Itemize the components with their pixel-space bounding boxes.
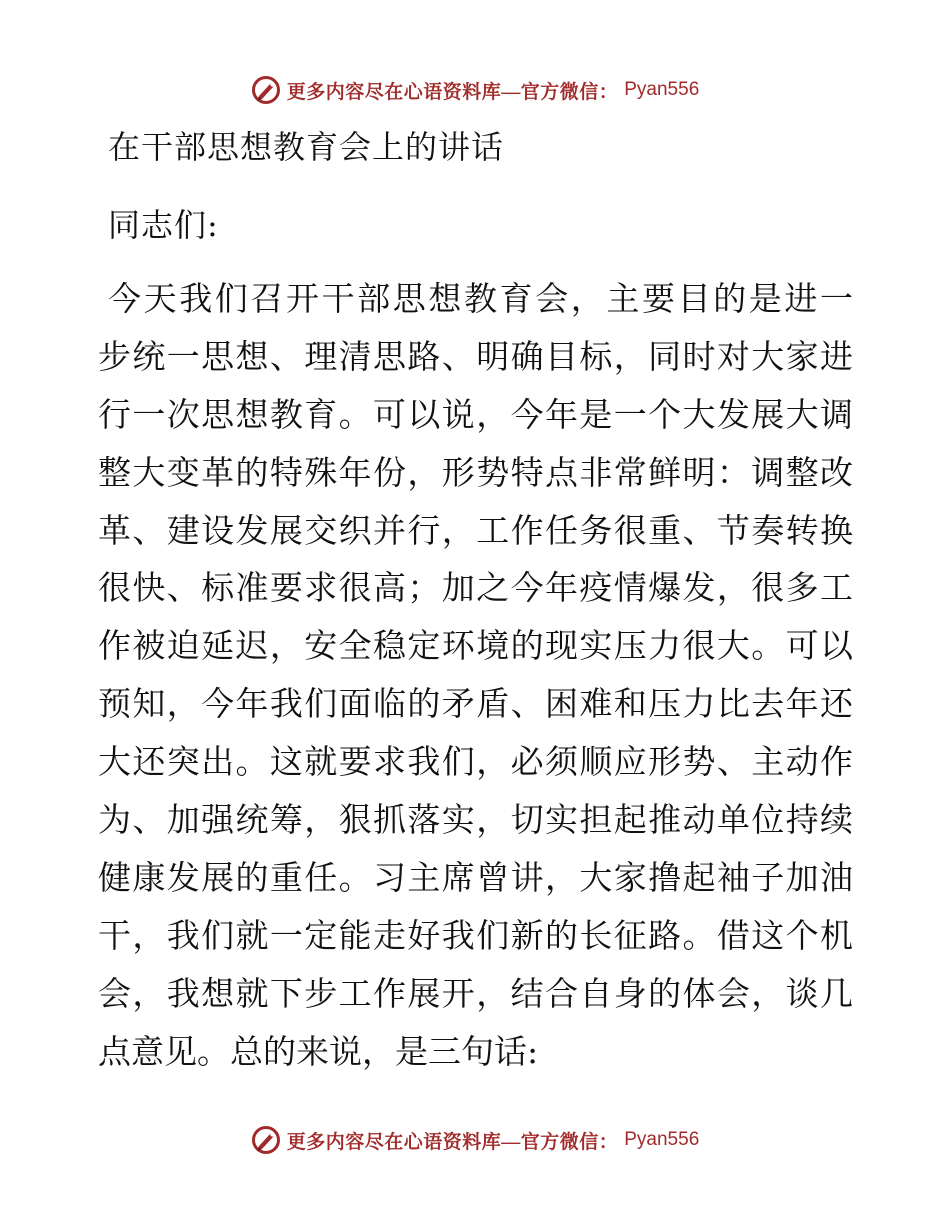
pen-logo-icon	[251, 75, 281, 105]
body-line: 会，我想就下步工作展开，结合自身的体会，谈几	[98, 973, 853, 1013]
body-line: 大还突出。这就要求我们，必须顺应形势、主动作	[98, 742, 853, 782]
banner-wechat-id: Pyan556	[624, 1129, 700, 1150]
body-line: 点意见。总的来说，是三句话:	[98, 1031, 539, 1071]
body-line: 整大变革的特殊年份，形势特点非常鲜明：调整改	[98, 452, 853, 492]
body-line: 步统一思想、理清思路、明确目标，同时对大家进	[98, 336, 853, 376]
body-line: 今天我们召开干部思想教育会，主要目的是进一	[108, 279, 853, 318]
banner-wechat-id: Pyan556	[624, 79, 700, 100]
salutation: 同志们:	[108, 206, 219, 244]
body-paragraph	[98, 270, 853, 1080]
body-line: 很快、标准要求很高；加之今年疫情爆发，很多工	[98, 568, 853, 608]
body-line: 为、加强统筹，狠抓落实，切实担起推动单位持续	[98, 800, 853, 840]
body-line: 革、建设发展交织并行，工作任务很重、节奏转换	[98, 510, 853, 550]
banner-text: 更多内容尽在心语资料库—官方微信：	[286, 1131, 619, 1153]
footer-banner	[0, 1120, 950, 1160]
body-line: 行一次思想教育。可以说，今年是一个大发展大调	[98, 394, 853, 434]
body-line: 健康发展的重任。习主席曾讲，大家撸起袖子加油	[98, 857, 853, 897]
body-line: 预知，今年我们面临的矛盾、困难和压力比去年还	[98, 684, 853, 724]
pen-logo-icon	[251, 1125, 281, 1155]
body-line: 作被迫延迟，安全稳定环境的现实压力很大。可以	[98, 626, 853, 666]
banner-text: 更多内容尽在心语资料库—官方微信：	[286, 81, 619, 103]
document-title: 在干部思想教育会上的讲话	[108, 128, 505, 166]
header-banner	[0, 70, 950, 110]
body-line: 干，我们就一定能走好我们新的长征路。借这个机	[98, 915, 853, 955]
